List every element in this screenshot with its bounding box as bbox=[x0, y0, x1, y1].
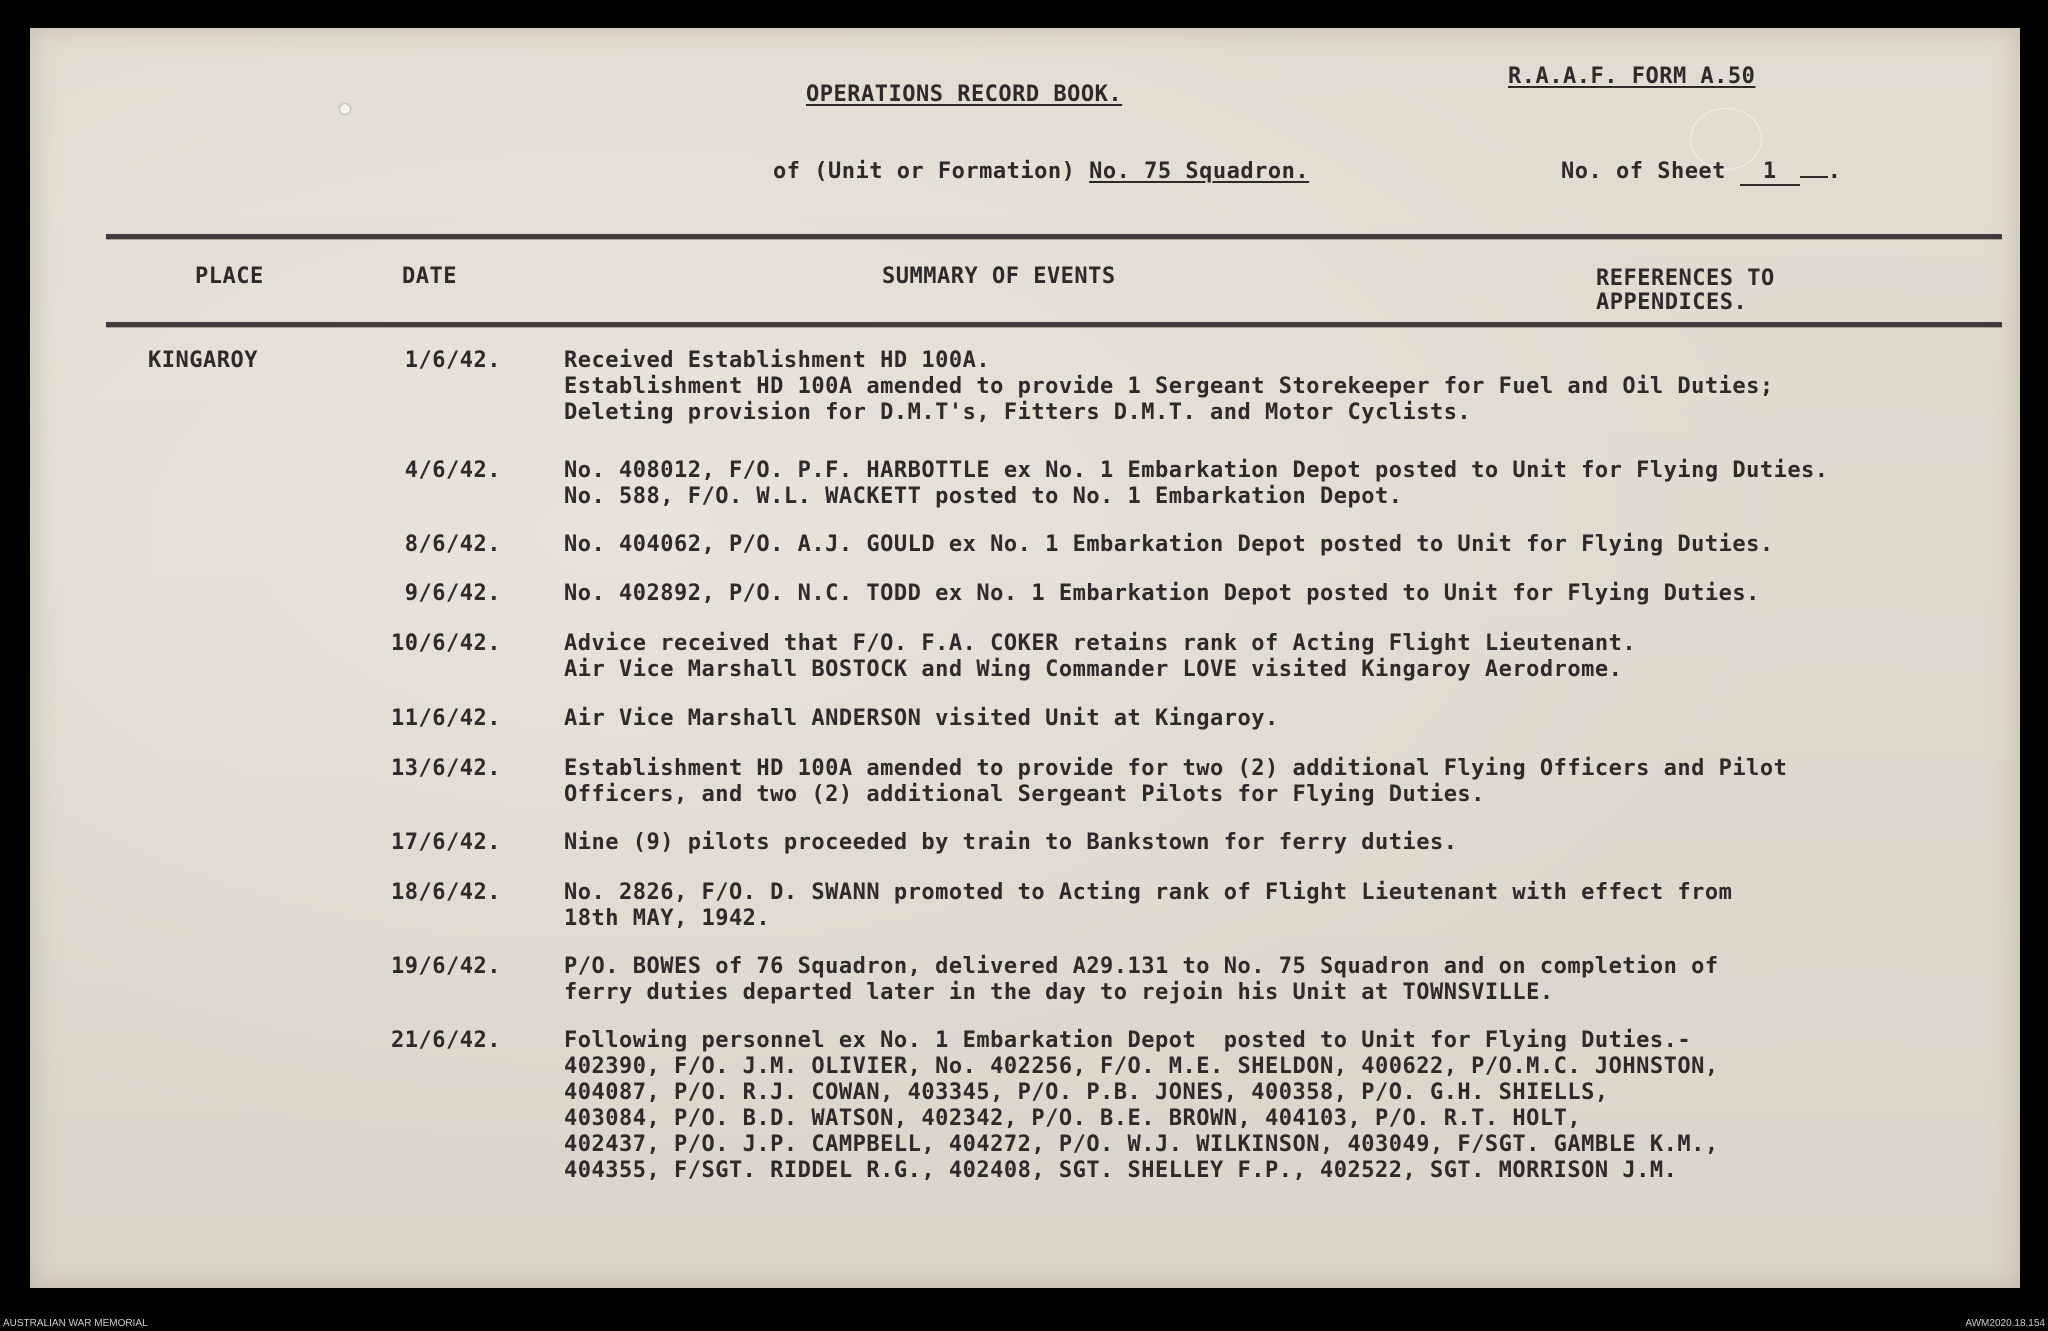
header-rule-bottom bbox=[106, 322, 2002, 327]
entry-date: 13/6/42. bbox=[391, 756, 501, 781]
summary-line: Advice received that F/O. F.A. COKER retains rank of Acting Flight Lieutenant. bbox=[564, 631, 1637, 656]
summary-line: No. 404062, P/O. A.J. GOULD ex No. 1 Embarkation Depot posted to Unit for Flying Duties. bbox=[564, 532, 1774, 557]
entry-date: 9/6/42. bbox=[404, 581, 501, 606]
entry-summary bbox=[564, 581, 1760, 607]
footer-right: AWM2020.18.154 bbox=[1965, 1318, 2045, 1329]
entry-date: 10/6/42. bbox=[391, 631, 501, 656]
entry-date: 8/6/42. bbox=[404, 532, 501, 557]
summary-line: Establishment HD 100A amended to provide 1 Sergeant Storekeeper for Fuel and Oil Duties; bbox=[564, 374, 1774, 399]
summary-line: Following personnel ex No. 1 Embarkation Depot posted to Unit for Flying Duties.- bbox=[564, 1028, 1692, 1053]
summary-line: P/O. BOWES of 76 Squadron, delivered A29.131 to No. 75 Squadron and on completion of bbox=[564, 954, 1719, 979]
entry-date: 11/6/42. bbox=[391, 706, 501, 731]
summary-line: Officers, and two (2) additional Sergeant Pilots for Flying Duties. bbox=[564, 782, 1485, 807]
entry-place: KINGAROY bbox=[148, 348, 258, 373]
entry-summary bbox=[564, 1028, 1719, 1184]
entry-summary bbox=[564, 706, 1279, 732]
column-header-summary: SUMMARY OF EVENTS bbox=[882, 264, 1116, 289]
document-page bbox=[30, 28, 2020, 1288]
summary-line: Air Vice Marshall ANDERSON visited Unit at Kingaroy. bbox=[564, 706, 1279, 731]
summary-line: Establishment HD 100A amended to provide for two (2) additional Flying Officers and Pilot bbox=[564, 756, 1788, 781]
column-header-date: DATE bbox=[402, 264, 457, 289]
column-header-references-2: APPENDICES. bbox=[1596, 290, 1748, 315]
entry-summary bbox=[564, 532, 1774, 558]
summary-line: ferry duties departed later in the day to rejoin his Unit at TOWNSVILLE. bbox=[564, 980, 1554, 1005]
summary-line: 404355, F/SGT. RIDDEL R.G., 402408, SGT. SHELLEY F.P., 402522, SGT. MORRISON J.M. bbox=[564, 1158, 1678, 1183]
unit-prefix: of (Unit or Formation) bbox=[772, 159, 1076, 184]
entry-summary bbox=[564, 631, 1636, 683]
form-label: R.A.A.F. FORM A.50 bbox=[1508, 64, 1756, 89]
summary-line: 402390, F/O. J.M. OLIVIER, No. 402256, F/O. M.E. SHELDON, 400622, P/O.M.C. JOHNSTON, bbox=[564, 1054, 1719, 1079]
entry-date: 1/6/42. bbox=[404, 348, 501, 373]
entry-summary bbox=[564, 954, 1719, 1006]
page-title: OPERATIONS RECORD BOOK. bbox=[806, 82, 1123, 107]
punch-hole bbox=[340, 104, 350, 114]
entry-summary bbox=[564, 830, 1457, 856]
entry-date: 18/6/42. bbox=[391, 880, 501, 905]
entry-summary bbox=[564, 458, 1829, 510]
entry-summary bbox=[564, 348, 1774, 426]
unit-line bbox=[718, 134, 1309, 209]
summary-line: No. 408012, F/O. P.F. HARBOTTLE ex No. 1 Embarkation Depot posted to Unit for Flying Duties. bbox=[564, 458, 1829, 483]
summary-line: Nine (9) pilots proceeded by train to Bankstown for ferry duties. bbox=[564, 830, 1458, 855]
summary-line: Air Vice Marshall BOSTOCK and Wing Commander LOVE visited Kingaroy Aerodrome. bbox=[564, 657, 1623, 682]
entry-date: 21/6/42. bbox=[391, 1028, 501, 1053]
sheet-line: No. of Sheet 1 . bbox=[1560, 159, 1842, 184]
entry-date: 4/6/42. bbox=[404, 458, 501, 483]
footer-left: AUSTRALIAN WAR MEMORIAL bbox=[3, 1318, 148, 1329]
summary-line: 402437, P/O. J.P. CAMPBELL, 404272, P/O. W.J. WILKINSON, 403049, F/SGT. GAMBLE K.M., bbox=[564, 1132, 1719, 1157]
sheet-number: 1 bbox=[1740, 159, 1800, 186]
entry-summary bbox=[564, 880, 1732, 932]
entry-date: 19/6/42. bbox=[391, 954, 501, 979]
summary-line: 18th MAY, 1942. bbox=[564, 906, 771, 931]
unit-name: No. 75 Squadron. bbox=[1089, 159, 1310, 184]
summary-line: No. 2826, F/O. D. SWANN promoted to Acting rank of Flight Lieutenant with effect from bbox=[564, 880, 1733, 905]
column-header-references-1: REFERENCES TO bbox=[1596, 266, 1775, 291]
summary-line: 404087, P/O. R.J. COWAN, 403345, P/O. P.B. JONES, 400358, P/O. G.H. SHIELLS, bbox=[564, 1080, 1609, 1105]
entry-date: 17/6/42. bbox=[391, 830, 501, 855]
sheet-label: No. of Sheet bbox=[1560, 159, 1726, 184]
summary-line: Deleting provision for D.M.T's, Fitters D.M.T. and Motor Cyclists. bbox=[564, 400, 1472, 425]
header-rule-top bbox=[106, 234, 2002, 239]
summary-line: No. 402892, P/O. N.C. TODD ex No. 1 Embarkation Depot posted to Unit for Flying Duties. bbox=[564, 581, 1760, 606]
sheet-blank bbox=[1800, 176, 1828, 178]
summary-line: 403084, P/O. B.D. WATSON, 402342, P/O. B.E. BROWN, 404103, P/O. R.T. HOLT, bbox=[564, 1106, 1582, 1131]
summary-line: Received Establishment HD 100A. bbox=[564, 348, 991, 373]
column-header-place: PLACE bbox=[195, 264, 264, 289]
summary-line: No. 588, F/O. W.L. WACKETT posted to No. 1 Embarkation Depot. bbox=[564, 484, 1403, 509]
entry-summary bbox=[564, 756, 1787, 808]
